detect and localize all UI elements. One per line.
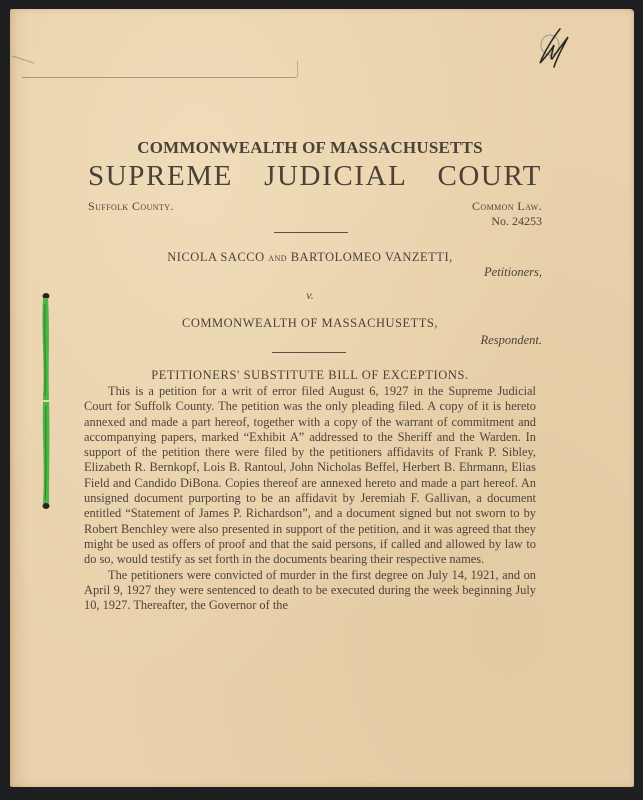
petitioners-names (78, 250, 542, 265)
case-number: No. 24253 (491, 214, 542, 228)
heading-court: SUPREME JUDICIAL COURT (88, 160, 542, 192)
document-title: PETITIONERS' SUBSTITUTE BILL OF EXCEPTIONS. (151, 368, 469, 382)
petitioner-1: NICOLA SACCO (167, 250, 265, 264)
paper-tear-line (22, 61, 298, 78)
jurisdiction-label: Common Law. (472, 199, 542, 213)
and-connector: and (268, 252, 288, 264)
petitioners-role: Petitioners, (484, 265, 542, 279)
respondent-name: COMMONWEALTH OF MASSACHUSETTS, (182, 316, 438, 330)
body-text (84, 384, 536, 613)
heading-state: COMMONWEALTH OF MASSACHUSETTS (137, 138, 483, 157)
versus-label: v. (306, 288, 314, 302)
paragraph: The petitioners were convicted of murder in the first degree on July 14, 1921, and on April 9, 1927 they were sentenced to death to be executed during the week beginning July 10, 1927. Thereafter, the Governor of the (84, 567, 536, 613)
binding-thread-icon (40, 292, 52, 510)
respondent-role: Respondent. (480, 333, 542, 347)
petitioner-2: BARTOLOMEO VANZETTI, (290, 250, 453, 264)
county-label: Suffolk County. (88, 199, 174, 213)
divider-rule (274, 232, 348, 233)
paragraph: This is a petition for a writ of error filed August 6, 1927 in the Supreme Judicial Court for Suffolk County. The petition was the only pleading filed. A copy of it is hereto annexed and made a part hereof, together with a copy of the warrant of commitment and accompanying papers, marked “Exhibit A” addressed to the Sheriff and the Warden. In support of the petition there were filed by the petitioners affidavits of Frank P. Sibley, Elizabeth R. Bernkopf, Lois B. Rantoul, John Nicholas Beffel, Herbert B. Ehrmann, Elias Field and Candido DiBona. Copies thereof are annexed hereto and made a part hereof. An unsigned document purporting to be an affidavit by Jeremiah F. Gallivan, a document entitled “Statement of James P. Richardson”, and a document signed but not sworn to by Robert Benchley were also presented in support of the petition, and it was agreed that they might be used as offers of proof and that the said persons, if called and allowed by law to do so, would testify as set forth in the documents bearing their respective names. (84, 384, 536, 567)
divider-rule (272, 352, 346, 353)
handwritten-initials-icon (530, 23, 580, 73)
